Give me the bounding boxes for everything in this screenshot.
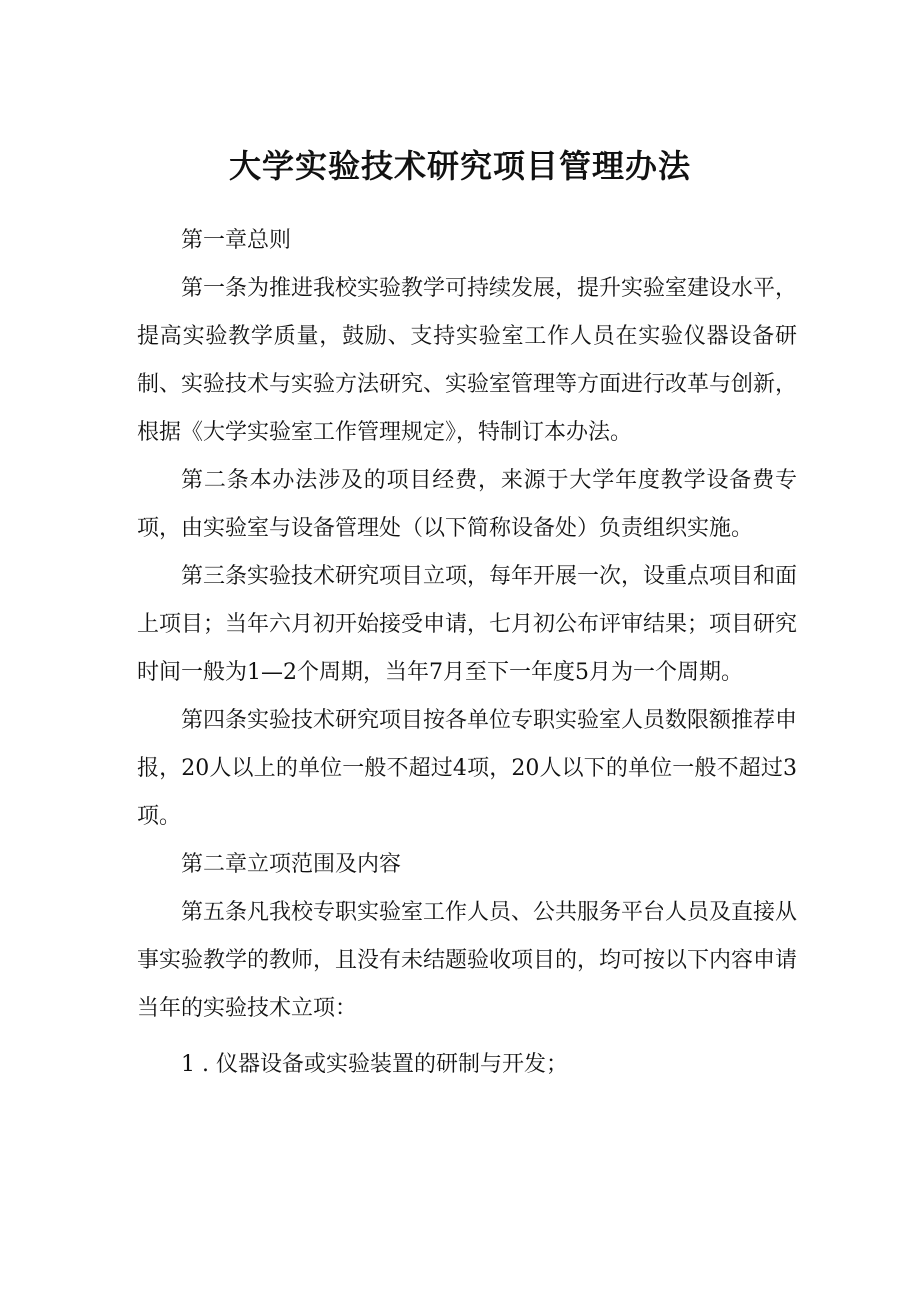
chapter-heading: 第一章总则	[181, 228, 292, 253]
article-paragraph: 第三条实验技术研究项目立项，每年开展一次，设重点项目和面上项目；当年六月初开始接受申请，七月初公布评审结果；项目研究时间一般为1—2个周期，当年7月至下一年度5月为一个周期。	[137, 564, 798, 685]
article-paragraph: 第五条凡我校专职实验室工作人员、公共服务平台人员及直接从事实验教学的教师，且没有未结题验收项目的，均可按以下内容申请当年的实验技术立项：	[137, 900, 798, 1021]
list-item: 1 . 仪器设备或实验装置的研制与开发；	[181, 1052, 568, 1077]
document-title: 大学实验技术研究项目管理办法	[228, 147, 691, 185]
article-paragraph: 第四条实验技术研究项目按各单位专职实验室人员数限额推荐申报，20人以上的单位一般不超过4项，20人以下的单位一般不超过3项。	[137, 708, 798, 829]
chapter-heading: 第二章立项范围及内容	[181, 852, 402, 877]
article-paragraph: 第一条为推进我校实验教学可持续发展，提升实验室建设水平，提高实验教学质量，鼓励、支持实验室工作人员在实验仪器设备研制、实验技术与实验方法研究、实验室管理等方面进行改革与创新，根据《大学实验室工作管理规定》，特制订本办法。	[137, 276, 798, 445]
article-paragraph: 第二条本办法涉及的项目经费，来源于大学年度教学设备费专项，由实验室与设备管理处（以下简称设备处）负责组织实施。	[137, 468, 797, 541]
document-body	[137, 217, 797, 1089]
